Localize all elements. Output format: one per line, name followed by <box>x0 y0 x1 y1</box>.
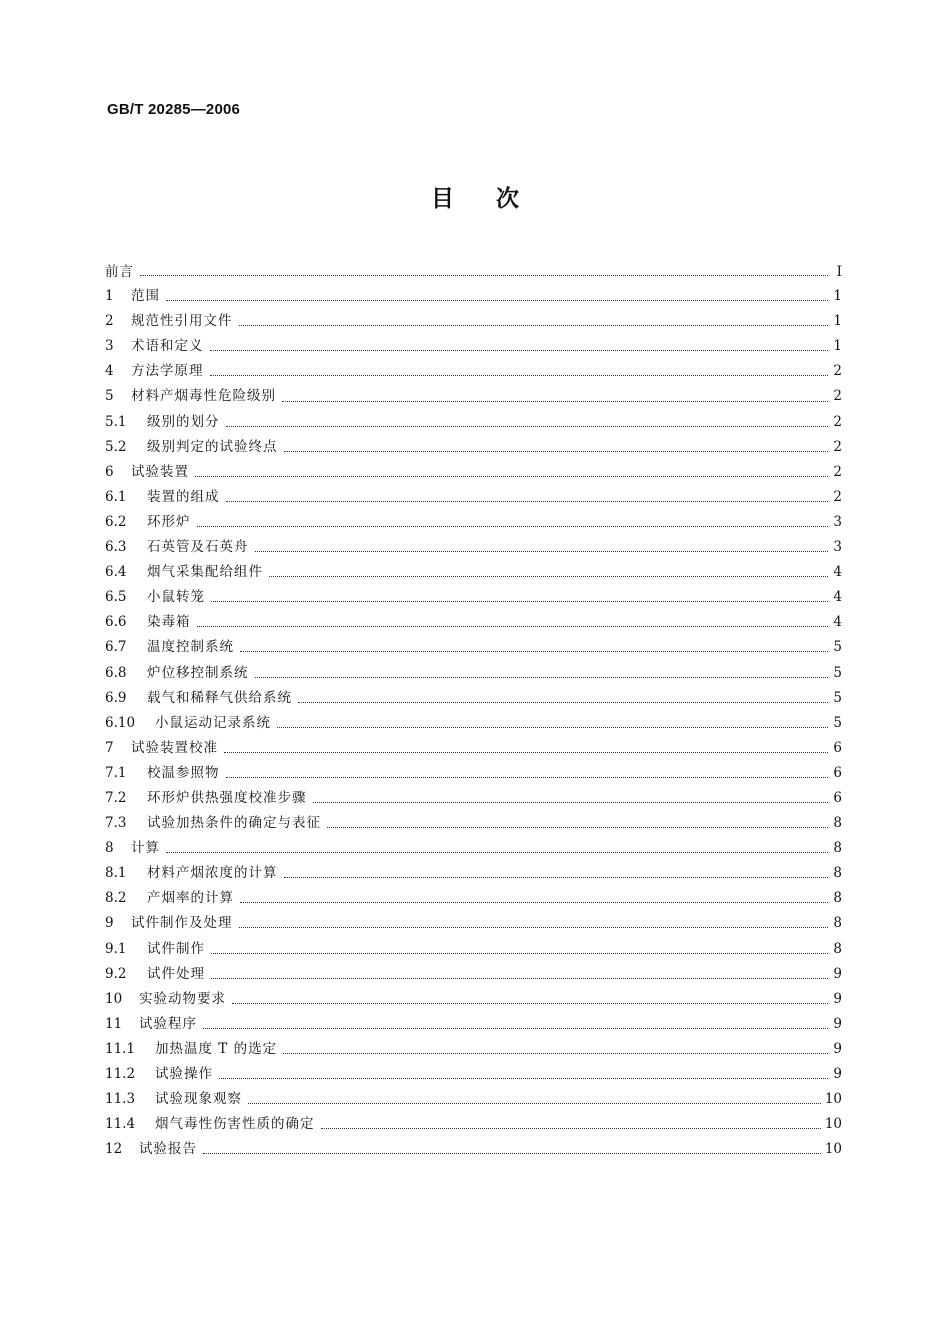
toc-entry-label: 炉位移控制系统 <box>147 664 249 681</box>
dot-leader <box>239 325 829 326</box>
toc-entry-number: 8.1 <box>105 865 127 882</box>
toc-entry-number: 11.2 <box>105 1066 136 1082</box>
dot-leader <box>327 827 828 828</box>
dot-leader <box>226 501 829 502</box>
toc-entry[interactable] <box>105 886 842 911</box>
toc-entry-number: 5.2 <box>105 438 127 455</box>
toc-entry[interactable] <box>105 410 842 435</box>
dot-leader <box>197 626 829 627</box>
dot-leader <box>269 576 828 577</box>
dot-leader <box>210 350 829 351</box>
dot-leader <box>203 1028 828 1029</box>
toc-entry-page: 6 <box>833 764 842 781</box>
toc-entry-label: 小鼠运动记录系统 <box>155 714 271 731</box>
toc-entry[interactable] <box>105 1137 842 1162</box>
toc-entry-label: 小鼠转笼 <box>147 589 205 606</box>
toc-entry[interactable] <box>105 686 842 711</box>
toc-entry-number: 6.9 <box>105 689 127 706</box>
toc-entry[interactable] <box>105 736 842 761</box>
toc-entry-number: 6.3 <box>105 539 127 556</box>
toc-entry[interactable] <box>105 1062 842 1087</box>
dot-leader <box>219 1078 828 1079</box>
toc-entry-label: 试件制作 <box>147 940 205 957</box>
toc-entry[interactable] <box>105 1012 842 1037</box>
toc-entry[interactable] <box>105 937 842 962</box>
toc-entry-label: 范围 <box>131 288 160 305</box>
toc-entry-label: 术语和定义 <box>131 338 204 355</box>
dot-leader <box>313 802 829 803</box>
toc-entry-label: 产烟率的计算 <box>147 890 234 907</box>
toc-entry-number: 11.4 <box>105 1116 136 1133</box>
toc-entry-number: 7.3 <box>105 815 127 832</box>
toc-entry-page: 2 <box>833 388 842 405</box>
toc-entry[interactable] <box>105 635 842 660</box>
toc-entry-label: 试件处理 <box>147 965 205 982</box>
toc-entry[interactable] <box>105 435 842 460</box>
toc-entry-page: 9 <box>833 1040 842 1057</box>
toc-entry-number: 1 <box>105 288 114 305</box>
toc-entry-label: 校温参照物 <box>147 764 220 781</box>
toc-entry-label: 材料产烟毒性危险级别 <box>131 388 276 405</box>
table-of-contents <box>105 259 842 1162</box>
toc-entry-label: 试件制作及处理 <box>131 915 233 932</box>
toc-entry[interactable] <box>105 309 842 334</box>
dot-leader <box>255 551 829 552</box>
toc-entry-page: 1 <box>833 288 842 305</box>
toc-entry-number: 4 <box>105 363 114 380</box>
toc-entry-page: 8 <box>833 840 842 857</box>
dot-leader <box>195 476 828 477</box>
toc-entry-label: 烟气毒性伤害性质的确定 <box>155 1116 315 1133</box>
dot-leader <box>321 1128 821 1129</box>
dot-leader <box>211 953 828 954</box>
toc-entry-page: 10 <box>824 1116 842 1133</box>
toc-entry-page: 4 <box>833 589 842 606</box>
dot-leader <box>283 1053 828 1054</box>
toc-entry-page: 9 <box>833 965 842 982</box>
toc-entry-number: 9 <box>105 915 114 932</box>
toc-entry-number: 9.2 <box>105 965 127 982</box>
toc-entry-label: 试验加热条件的确定与表征 <box>147 815 321 832</box>
toc-entry-number: 6.6 <box>105 614 127 631</box>
toc-entry-number: 8.2 <box>105 890 127 907</box>
toc-entry-page: 8 <box>833 865 842 882</box>
toc-entry-number: 11 <box>105 1015 123 1032</box>
dot-leader <box>203 1153 821 1154</box>
toc-entry[interactable] <box>105 786 842 811</box>
toc-entry[interactable] <box>105 911 842 936</box>
toc-entry[interactable] <box>105 1037 842 1062</box>
toc-entry-page: 2 <box>833 438 842 455</box>
toc-entry-page: 6 <box>833 789 842 806</box>
toc-entry-page: 10 <box>824 1141 842 1158</box>
dot-leader <box>284 877 829 878</box>
toc-entry-number: 6.10 <box>105 714 136 731</box>
toc-entry-number: 7.1 <box>105 764 127 781</box>
toc-entry-page: 8 <box>833 915 842 932</box>
toc-entry[interactable] <box>105 585 842 610</box>
toc-entry-page: 1 <box>833 313 842 330</box>
dot-leader <box>226 777 829 778</box>
dot-leader <box>166 852 828 853</box>
toc-entry-label: 试验现象观察 <box>155 1091 242 1108</box>
toc-entry-number: 6.8 <box>105 664 127 681</box>
toc-entry-page: 6 <box>833 739 842 756</box>
dot-leader <box>240 651 828 652</box>
toc-entry-label: 材料产烟浓度的计算 <box>147 865 278 882</box>
toc-entry-label: 石英管及石英舟 <box>147 539 249 556</box>
toc-entry[interactable] <box>105 811 842 836</box>
toc-entry[interactable] <box>105 485 842 510</box>
toc-entry[interactable] <box>105 761 842 786</box>
toc-entry-number: 7.2 <box>105 789 127 806</box>
toc-entry-label: 染毒箱 <box>147 614 191 631</box>
toc-entry-number: 6 <box>105 463 114 480</box>
toc-entry[interactable] <box>105 560 842 585</box>
toc-entry-page: 2 <box>833 363 842 380</box>
dot-leader <box>226 426 829 427</box>
dot-leader <box>211 978 828 979</box>
dot-leader <box>239 927 829 928</box>
toc-entry-number: 5 <box>105 388 114 405</box>
toc-entry-page: 4 <box>833 564 842 581</box>
toc-entry-label: 装置的组成 <box>147 488 220 505</box>
toc-entry-number: 6.5 <box>105 589 127 606</box>
dot-leader <box>282 401 828 402</box>
toc-entry-label: 试验程序 <box>139 1015 197 1032</box>
toc-entry-page: 1 <box>833 338 842 355</box>
dot-leader <box>240 902 828 903</box>
toc-entry-page: 10 <box>824 1091 842 1108</box>
toc-entry-page: 4 <box>833 614 842 631</box>
toc-entry[interactable] <box>105 359 842 384</box>
toc-entry-page: 2 <box>833 488 842 505</box>
toc-entry-page: 2 <box>833 413 842 430</box>
toc-entry[interactable] <box>105 284 842 309</box>
toc-entry[interactable] <box>105 1087 842 1112</box>
toc-entry-number: 6.2 <box>105 513 127 530</box>
toc-entry[interactable] <box>105 661 842 686</box>
toc-entry-page: 5 <box>833 664 842 681</box>
toc-entry-label: 级别判定的试验终点 <box>147 438 278 455</box>
toc-entry-label: 级别的划分 <box>147 413 220 430</box>
toc-entry-number: 7 <box>105 739 114 756</box>
toc-entry-number: 5.1 <box>105 413 127 430</box>
toc-entry-page: 3 <box>833 513 842 530</box>
toc-entry-page: 3 <box>833 539 842 556</box>
dot-leader <box>210 375 829 376</box>
toc-entry-label: 试验装置校准 <box>131 739 218 756</box>
toc-entry-number: 6.4 <box>105 564 127 581</box>
toc-entry-page: 2 <box>833 463 842 480</box>
toc-entry[interactable] <box>105 711 842 736</box>
toc-entry-page: 5 <box>833 689 842 706</box>
toc-entry-page: 5 <box>833 639 842 656</box>
dot-leader <box>224 752 828 753</box>
toc-entry-label: 规范性引用文件 <box>131 313 233 330</box>
toc-entry-label: 试验报告 <box>139 1141 197 1158</box>
toc-entry-number: 10 <box>105 990 123 1007</box>
toc-entry-label: 温度控制系统 <box>147 639 234 656</box>
toc-entry-page: 5 <box>833 714 842 731</box>
toc-entry-number: 3 <box>105 338 114 355</box>
toc-entry-label: 环形炉供热强度校准步骤 <box>147 789 307 806</box>
toc-entry-number: 12 <box>105 1141 123 1158</box>
dot-leader <box>248 1103 821 1104</box>
toc-entry-number: 2 <box>105 313 114 330</box>
toc-entry-label: 试验操作 <box>155 1066 213 1082</box>
toc-entry-number: 6.1 <box>105 488 127 505</box>
toc-entry-label: 实验动物要求 <box>139 990 226 1007</box>
toc-entry-number: 11.1 <box>105 1040 136 1057</box>
toc-entry-page: 8 <box>833 890 842 907</box>
toc-entry-number: 9.1 <box>105 940 127 957</box>
toc-entry[interactable] <box>105 510 842 535</box>
toc-entry-label: 方法学原理 <box>131 363 204 380</box>
toc-entry[interactable] <box>105 962 842 987</box>
toc-entry[interactable] <box>105 259 842 284</box>
toc-entry-page: 9 <box>833 990 842 1007</box>
toc-entry-label: 前言 <box>105 264 134 280</box>
toc-entry[interactable] <box>105 1112 842 1137</box>
dot-leader <box>140 275 828 276</box>
toc-entry-label: 载气和稀释气供给系统 <box>147 689 292 706</box>
page-title: 目次 <box>431 186 561 212</box>
toc-entry[interactable] <box>105 987 842 1012</box>
toc-entry[interactable] <box>105 460 842 485</box>
standard-code: GB/T 20285—2006 <box>107 101 241 118</box>
toc-entry[interactable] <box>105 384 842 409</box>
toc-entry-label: 加热温度 T 的选定 <box>155 1040 278 1057</box>
toc-entry[interactable] <box>105 334 842 359</box>
dot-leader <box>166 300 828 301</box>
dot-leader <box>255 677 829 678</box>
toc-entry[interactable] <box>105 535 842 560</box>
toc-entry[interactable] <box>105 610 842 635</box>
dot-leader <box>284 451 829 452</box>
toc-entry-number: 6.7 <box>105 639 127 656</box>
toc-entry-page: Ⅰ <box>836 264 842 279</box>
dot-leader <box>232 1003 828 1004</box>
dot-leader <box>211 601 828 602</box>
toc-entry-page: 9 <box>833 1066 842 1082</box>
toc-entry-label: 环形炉 <box>147 513 191 530</box>
toc-entry-page: 8 <box>833 940 842 957</box>
dot-leader <box>277 727 828 728</box>
toc-entry-page: 9 <box>833 1015 842 1032</box>
toc-entry-page: 8 <box>833 815 842 832</box>
toc-entry-number: 11.3 <box>105 1091 136 1108</box>
dot-leader <box>197 526 829 527</box>
toc-entry-label: 试验装置 <box>131 463 189 480</box>
toc-entry-label: 烟气采集配给组件 <box>147 564 263 581</box>
toc-entry[interactable] <box>105 861 842 886</box>
dot-leader <box>298 702 828 703</box>
toc-entry-label: 计算 <box>131 840 160 857</box>
toc-entry-number: 8 <box>105 840 114 857</box>
toc-entry[interactable] <box>105 836 842 861</box>
